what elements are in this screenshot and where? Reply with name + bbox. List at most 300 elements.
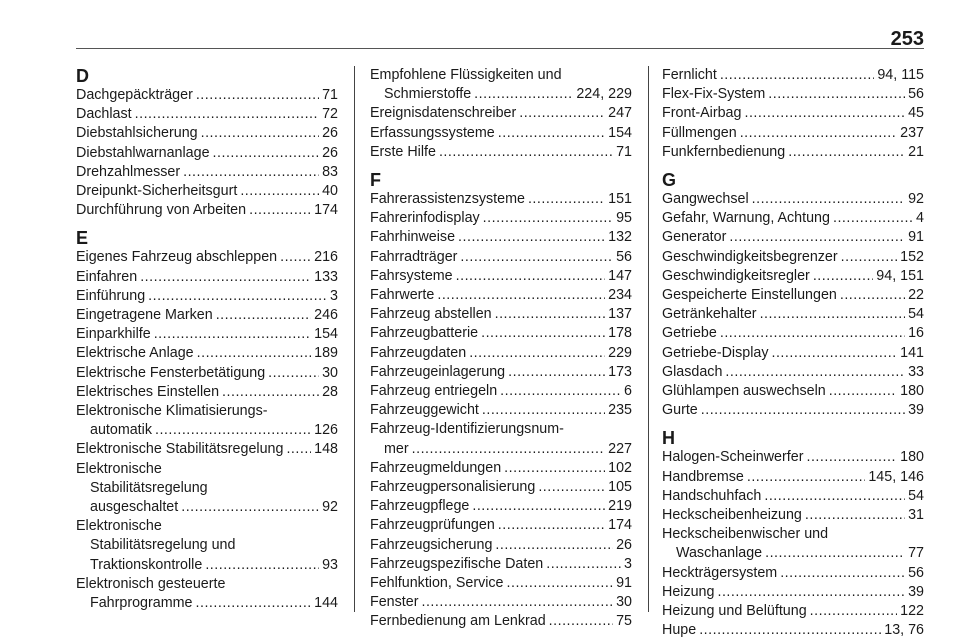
index-entry-line (76, 248, 338, 267)
index-entry (662, 382, 924, 401)
index-entry-line (76, 383, 338, 402)
index-entry-term: Füllmengen (662, 124, 737, 141)
index-entry-line (662, 324, 924, 343)
index-entry-term: mer (384, 440, 409, 457)
index-entry (370, 267, 632, 286)
index-entry-term: Fahrzeugspezifische Daten (370, 555, 544, 572)
index-entry (370, 143, 632, 162)
index-page-reference: 180 (900, 383, 924, 400)
index-page-reference: 54 (908, 487, 924, 504)
index-page-reference: 71 (322, 87, 338, 103)
index-entry-term: Empfohlene Flüssigkeiten und (370, 67, 562, 83)
index-entry-term: Schmierstoffe (384, 86, 472, 103)
index-entry-term: Stabilitätsregelung (90, 479, 208, 496)
index-entry-line (370, 124, 632, 143)
index-entry-term: Fehlfunktion, Service (370, 575, 504, 592)
dot-leader (458, 228, 605, 247)
dot-leader (495, 536, 613, 555)
index-entry (76, 287, 338, 306)
index-entry (370, 124, 632, 143)
index-page-reference: 144 (314, 595, 338, 612)
dot-leader (701, 401, 905, 420)
dot-leader (752, 190, 905, 209)
dot-leader (481, 324, 605, 343)
index-entry (662, 525, 924, 563)
index-page-reference: 39 (908, 583, 924, 600)
index-entry-line (662, 401, 924, 420)
index-entry-line (370, 440, 632, 459)
dot-leader (528, 190, 605, 209)
index-entry-term: Fenster (370, 594, 419, 611)
index-page-reference: 39 (908, 402, 924, 419)
index-page-reference: 56 (908, 564, 924, 581)
index-page-reference: 247 (608, 105, 632, 122)
index-letter-heading: D (76, 66, 89, 86)
index-entry-line (370, 85, 632, 104)
index-entry-line (370, 267, 632, 286)
index-entry (370, 104, 632, 123)
index-entry-line (662, 267, 924, 286)
index-entry-term: Fahrprogramme (90, 595, 193, 612)
index-letter-heading: G (662, 170, 677, 191)
index-entry (76, 383, 338, 402)
index-entry-line (662, 85, 924, 104)
index-page-reference: 145, 146 (868, 468, 924, 485)
dot-leader (148, 287, 327, 306)
index-page-reference: 30 (322, 364, 338, 381)
index-page-reference: 72 (322, 106, 338, 123)
index-entry-term: Fahrradträger (370, 248, 458, 265)
index-entry-term: Elektrisches Einstellen (76, 383, 220, 400)
index-entry-term: Heckscheibenheizung (662, 507, 802, 524)
dot-leader (181, 498, 319, 517)
index-entry (662, 190, 924, 209)
index-entry-line (662, 228, 924, 247)
index-entry-line (76, 421, 338, 440)
column-divider (648, 66, 649, 612)
index-entry (76, 163, 338, 182)
index-entry-term: Getriebe (662, 325, 717, 342)
index-entry-line (662, 621, 924, 640)
index-column-1 (76, 66, 338, 613)
index-entry-term: Elektrische Anlage (76, 345, 194, 362)
index-entry-line (76, 182, 338, 201)
index-entry-term: Heizung (662, 583, 715, 600)
index-entry-term: Fahrzeugeinlagerung (370, 363, 506, 380)
dot-leader (699, 621, 881, 640)
index-page-reference: 132 (608, 229, 632, 246)
index-entry-term: Fahrzeugpersonalisierung (370, 479, 536, 496)
index-entry-term: Elektronische Klimatisierungs- (76, 403, 268, 420)
index-entry-term: Erfassungssysteme (370, 124, 495, 141)
index-page-reference: 92 (908, 191, 924, 208)
index-entry-line (76, 201, 338, 220)
dot-leader (155, 421, 311, 440)
index-entry (662, 621, 924, 640)
dot-leader (507, 574, 614, 593)
index-entry-line (76, 268, 338, 287)
index-entry-term: Gespeicherte Einstellungen (662, 287, 837, 304)
index-entry-line (370, 574, 632, 593)
dot-leader (412, 440, 606, 459)
index-entry-term: Dreipunkt-Sicherheitsgurt (76, 183, 238, 200)
index-page-reference: 13, 76 (884, 622, 924, 639)
dot-leader (456, 267, 606, 286)
index-entry-line (662, 286, 924, 305)
index-entry (662, 583, 924, 602)
index-column-2 (370, 66, 632, 632)
index-entry-term: Diebstahlwarnanlage (76, 144, 210, 161)
index-entry-term: Elektronische (76, 460, 162, 477)
index-entry-line (662, 209, 924, 228)
index-page-reference: 234 (608, 287, 632, 304)
index-entry (76, 440, 338, 459)
dot-leader (439, 143, 613, 162)
index-entry-term: Fernlicht (662, 67, 717, 83)
index-entry (76, 306, 338, 325)
dot-leader (546, 555, 621, 574)
index-entry-line (662, 305, 924, 324)
dot-leader (474, 85, 573, 104)
dot-leader (216, 306, 311, 325)
index-entry-term: Ereignisdatenschreiber (370, 105, 517, 122)
index-entry (370, 228, 632, 247)
index-entry-line (662, 363, 924, 382)
index-entry-line (662, 448, 924, 467)
index-page-reference: 180 (900, 449, 924, 466)
dot-leader (829, 382, 897, 401)
dot-leader (268, 364, 319, 383)
index-entry-term: Fahrwerte (370, 287, 435, 304)
dot-leader (765, 544, 905, 563)
index-entry-term: Heckscheibenwischer und (662, 526, 829, 543)
index-entry-line (76, 498, 338, 517)
index-page-reference: 94, 151 (876, 267, 924, 284)
index-entry-line (76, 325, 338, 344)
index-entry-line (662, 487, 924, 506)
index-entry-line (76, 440, 338, 459)
index-entry (370, 324, 632, 343)
index-page-reference: 93 (322, 556, 338, 573)
index-page-reference: 174 (314, 202, 338, 219)
index-entry (662, 305, 924, 324)
index-entry-line (370, 555, 632, 574)
index-page-reference: 154 (608, 124, 632, 141)
index-entry-line (76, 306, 338, 325)
index-entry-term: Getriebe-Display (662, 344, 769, 361)
header-rule (76, 48, 924, 49)
index-entry (662, 143, 924, 162)
index-page-reference: 229 (608, 344, 632, 361)
index-entry-line (76, 105, 338, 124)
index-page-reference: 30 (616, 594, 632, 611)
index-page-reference: 178 (608, 325, 632, 342)
dot-leader (483, 209, 613, 228)
index-entry-line (76, 287, 338, 306)
index-page-reference: 26 (322, 144, 338, 161)
index-entry-term: Geschwindigkeitsbegrenzer (662, 248, 838, 265)
dot-leader (788, 143, 905, 162)
index-entry-line (370, 401, 632, 420)
index-entry-line (370, 612, 632, 631)
dot-leader (201, 124, 320, 143)
index-entry-term: Fahrzeugdaten (370, 344, 467, 361)
dot-leader (771, 344, 897, 363)
index-entry (370, 536, 632, 555)
index-page-reference: 6 (624, 383, 632, 400)
index-entry (76, 105, 338, 124)
index-letter-heading: E (76, 228, 89, 249)
index-page-reference: 3 (330, 287, 338, 304)
index-entry-term: Handbremse (662, 468, 744, 485)
index-page-reference: 22 (908, 287, 924, 304)
index-entry-term: Dachlast (76, 106, 132, 123)
dot-leader (222, 383, 319, 402)
page-number: 253 (890, 28, 924, 50)
index-entry-line (76, 124, 338, 143)
index-entry-term: Heizung und Belüftung (662, 603, 807, 620)
index-entry (76, 402, 338, 440)
index-page-reference: 148 (314, 441, 338, 458)
index-entry (662, 487, 924, 506)
dot-leader (500, 382, 621, 401)
index-entry-term: Gangwechsel (662, 191, 749, 208)
dot-leader (498, 124, 605, 143)
index-page-reference: 95 (616, 210, 632, 227)
dot-leader (810, 602, 897, 621)
index-page-reference: 174 (608, 517, 632, 534)
index-page-reference: 94, 115 (877, 67, 924, 83)
index-entry (370, 286, 632, 305)
index-entry (76, 182, 338, 201)
index-entry-term: Einfahren (76, 268, 138, 285)
index-entry (76, 460, 338, 518)
index-entry-term: Fahrzeugmeldungen (370, 459, 502, 476)
dot-leader (833, 209, 913, 228)
dot-leader (508, 363, 605, 382)
index-entry-term: Fernbedienung am Lenkrad (370, 613, 546, 630)
index-page-reference: 28 (322, 383, 338, 400)
index-entry-line (76, 86, 338, 105)
index-entry-line (662, 506, 924, 525)
index-entry (662, 602, 924, 621)
index-entry (370, 66, 632, 104)
index-entry (662, 104, 924, 123)
index-page-reference: 152 (900, 248, 924, 265)
index-entry-line (370, 305, 632, 324)
index-entry-term: Durchführung von Arbeiten (76, 202, 247, 219)
index-entry-line (370, 344, 632, 363)
dot-leader (720, 66, 875, 85)
index-page-reference: 33 (908, 363, 924, 380)
index-entry-term: Einparkhilfe (76, 326, 151, 343)
dot-leader (780, 564, 905, 583)
index-page-reference: 216 (314, 249, 338, 266)
index-entry (370, 305, 632, 324)
dot-leader (504, 459, 605, 478)
index-entry-term: Fahrzeug entriegeln (370, 383, 498, 400)
index-page-reference: 235 (608, 402, 632, 419)
index-entry (76, 201, 338, 220)
dot-leader (183, 163, 319, 182)
dot-leader (747, 468, 865, 487)
index-page-reference: 224, 229 (576, 86, 632, 103)
dot-leader (764, 487, 905, 506)
index-entry (370, 574, 632, 593)
index-entry (370, 209, 632, 228)
index-page-reference: 246 (314, 307, 338, 324)
index-entry-term: Dachgepäckträger (76, 87, 193, 103)
dot-leader (240, 182, 319, 201)
dot-leader (472, 497, 605, 516)
index-entry-term: Generator (662, 229, 727, 246)
index-entry-line (76, 344, 338, 363)
index-entry-term: Elektrische Fensterbetätigung (76, 364, 266, 381)
index-entry (662, 124, 924, 143)
index-page-reference: 219 (608, 498, 632, 515)
dot-leader (437, 286, 605, 305)
index-letter-heading: H (662, 428, 675, 449)
index-entry-line (76, 594, 338, 613)
index-entry-term: Elektronische (76, 518, 162, 535)
index-entry-line (662, 382, 924, 401)
index-entry-line (370, 324, 632, 343)
index-entry-term: Elektronische Stabilitätsregelung (76, 441, 284, 458)
index-entry (662, 564, 924, 583)
index-entry-line (662, 602, 924, 621)
index-page-reference: 122 (900, 603, 924, 620)
index-entry-term: Heckträgersystem (662, 564, 778, 581)
dot-leader (729, 228, 905, 247)
index-page-reference: 77 (908, 545, 924, 562)
index-entry-line (370, 536, 632, 555)
index-entry (662, 324, 924, 343)
dot-leader (840, 286, 905, 305)
index-page-reference: 189 (314, 345, 338, 362)
index-entry (370, 401, 632, 420)
index-entry (370, 344, 632, 363)
dot-leader (421, 593, 613, 612)
index-entry (662, 228, 924, 247)
dot-leader (744, 104, 905, 123)
index-entry-term: Geschwindigkeitsregler (662, 267, 810, 284)
index-entry (662, 248, 924, 267)
index-page-reference: 147 (608, 267, 632, 284)
index-entry-term: Elektronisch gesteuerte (76, 575, 226, 592)
index-entry-term: Fahrzeugpflege (370, 498, 470, 515)
dot-leader (768, 85, 905, 104)
index-entry (370, 382, 632, 401)
index-page-reference: 3 (624, 555, 632, 572)
index-entry (662, 448, 924, 467)
index-page-reference: 126 (314, 422, 338, 439)
index-entry-line (662, 190, 924, 209)
index-entry (370, 555, 632, 574)
index-entry-line (662, 104, 924, 123)
index-entry (370, 497, 632, 516)
index-page-reference: 137 (608, 306, 632, 323)
index-entry-term: Fahrsysteme (370, 267, 453, 284)
dot-leader (740, 124, 897, 143)
index-entry-term: Traktionskontrolle (90, 556, 203, 573)
index-entry-line (370, 228, 632, 247)
index-entry (370, 478, 632, 497)
dot-leader (205, 556, 319, 575)
index-entry-term: Fahrerinfodisplay (370, 210, 480, 227)
index-entry (370, 593, 632, 612)
index-page-reference: 56 (616, 248, 632, 265)
index-entry-term: Fahrzeugbatterie (370, 325, 479, 342)
index-entry-line (370, 143, 632, 162)
index-entry-term: Gefahr, Warnung, Achtung (662, 210, 830, 227)
dot-leader (280, 248, 311, 267)
index-letter-heading: F (370, 170, 381, 191)
index-entry-term: Front-Airbag (662, 105, 742, 122)
index-entry-line (662, 468, 924, 487)
dot-leader (725, 363, 905, 382)
index-entry (370, 248, 632, 267)
index-entry (76, 575, 338, 613)
index-entry-term: Fahrzeug abstellen (370, 306, 492, 323)
dot-leader (498, 516, 605, 535)
index-entry (76, 344, 338, 363)
index-entry (370, 459, 632, 478)
dot-leader (760, 305, 906, 324)
index-entry (76, 517, 338, 575)
index-entry-term: Waschanlage (676, 545, 763, 562)
index-page-reference: 91 (908, 229, 924, 246)
index-entry-line (76, 556, 338, 575)
index-page-reference: 151 (608, 191, 632, 208)
index-entry-line (662, 344, 924, 363)
index-page-reference: 91 (616, 575, 632, 592)
dot-leader (196, 594, 312, 613)
index-entry (370, 612, 632, 631)
index-entry-term: Diebstahlsicherung (76, 125, 198, 142)
index-entry (370, 420, 632, 458)
index-page-reference: 71 (616, 143, 632, 160)
dot-leader (717, 583, 905, 602)
index-page-reference: 4 (916, 210, 924, 227)
index-column-3 (662, 66, 924, 640)
index-page-reference: 21 (908, 143, 924, 160)
dot-leader (135, 105, 319, 124)
index-entry-line (370, 497, 632, 516)
index-page-reference: 45 (908, 105, 924, 122)
dot-leader (495, 305, 606, 324)
index-entry-term: ausgeschaltet (90, 499, 179, 516)
index-entry-term: Glühlampen auswechseln (662, 383, 826, 400)
index-entry-term: Eingetragene Marken (76, 307, 213, 324)
index-entry-term: Gurte (662, 402, 698, 419)
index-entry (662, 85, 924, 104)
index-entry (370, 190, 632, 209)
index-entry (370, 516, 632, 535)
index-entry (662, 344, 924, 363)
index-entry (76, 86, 338, 105)
index-page-reference: 26 (616, 536, 632, 553)
index-entry-term: Einführung (76, 287, 146, 304)
index-entry (370, 363, 632, 382)
index-entry-line (662, 143, 924, 162)
index-entry (76, 124, 338, 143)
index-entry-term: Fahrzeuggewicht (370, 402, 479, 419)
dot-leader (469, 344, 605, 363)
index-entry-line (76, 144, 338, 163)
dot-leader (841, 248, 898, 267)
dot-leader (196, 86, 319, 105)
index-entry-term: Halogen-Scheinwerfer (662, 449, 804, 466)
